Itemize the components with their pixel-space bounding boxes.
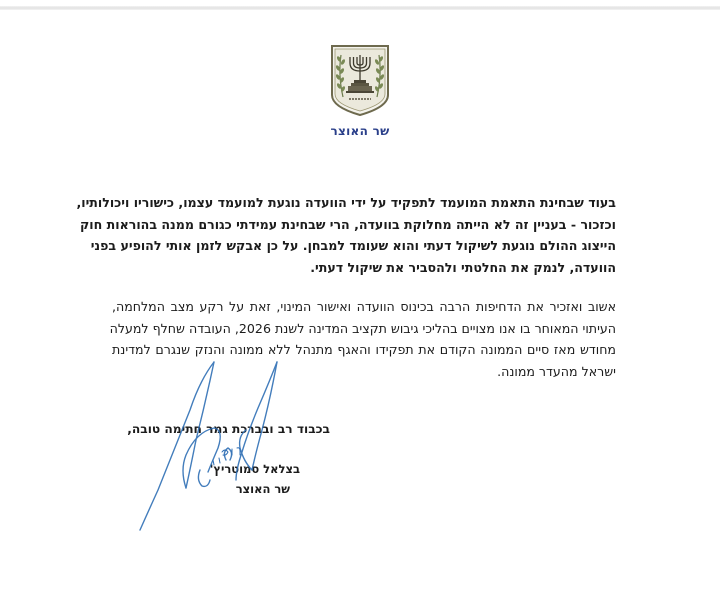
- paragraph-line: הייצוג ההולם נוגעת לשיקול דעתי והוא שעומד למבחן. על כן אבקש לזמן אותי להופיע בפני: [90, 238, 616, 253]
- letter-paragraph-2: [109, 296, 616, 382]
- ministry-header: שר האוצר: [330, 124, 390, 138]
- paragraph-line: הוועדה, לנמק את החלטתי ולהסביר את שיקול דעתי.: [310, 259, 616, 275]
- page-top-edge: [0, 6, 720, 10]
- signer-name: בצלאל סמוטריץ': [209, 462, 300, 476]
- signer-title: שר האוצר: [235, 482, 290, 496]
- paragraph-line: וכזכור - בעניין זה לא הייתה מחלוקת בוועדה, הרי שבחינת עמידתי כגורם ממנה בהוראות חוק: [80, 216, 616, 232]
- paragraph-line: ישראל מהעדר ממונה.: [497, 363, 616, 379]
- paragraph-line: אשוב ואזכיר את הדחיפות הרבה בכינוס הוועדה ואישור המינוי, זאת על רקע מצב המלחמה,: [112, 299, 616, 314]
- emblem-of-israel-icon: [329, 43, 391, 117]
- paragraph-line: מחודש מאז סיים הממונה הקודם את תפקידו והאגף מתנהל ללא ממונה והנזק שנגרם למדינת: [112, 342, 616, 357]
- closing-greeting: בכבוד רב ובברכת גמר חתימה טובה,: [127, 422, 330, 436]
- letter-paragraph-1: [76, 192, 616, 278]
- paragraph-line: העיתוי המאוחר בו אנו מצויים בהליכי גיבוש תקציב המדינה לשנת 2026, העובדה שחלף למעלה: [109, 320, 616, 336]
- paragraph-line: בעוד שבחינת התאמת המועמד לתפקיד על ידי הוועדה נוגעת למועמד עצמו, כישוריו ויכולותיו,: [76, 195, 616, 210]
